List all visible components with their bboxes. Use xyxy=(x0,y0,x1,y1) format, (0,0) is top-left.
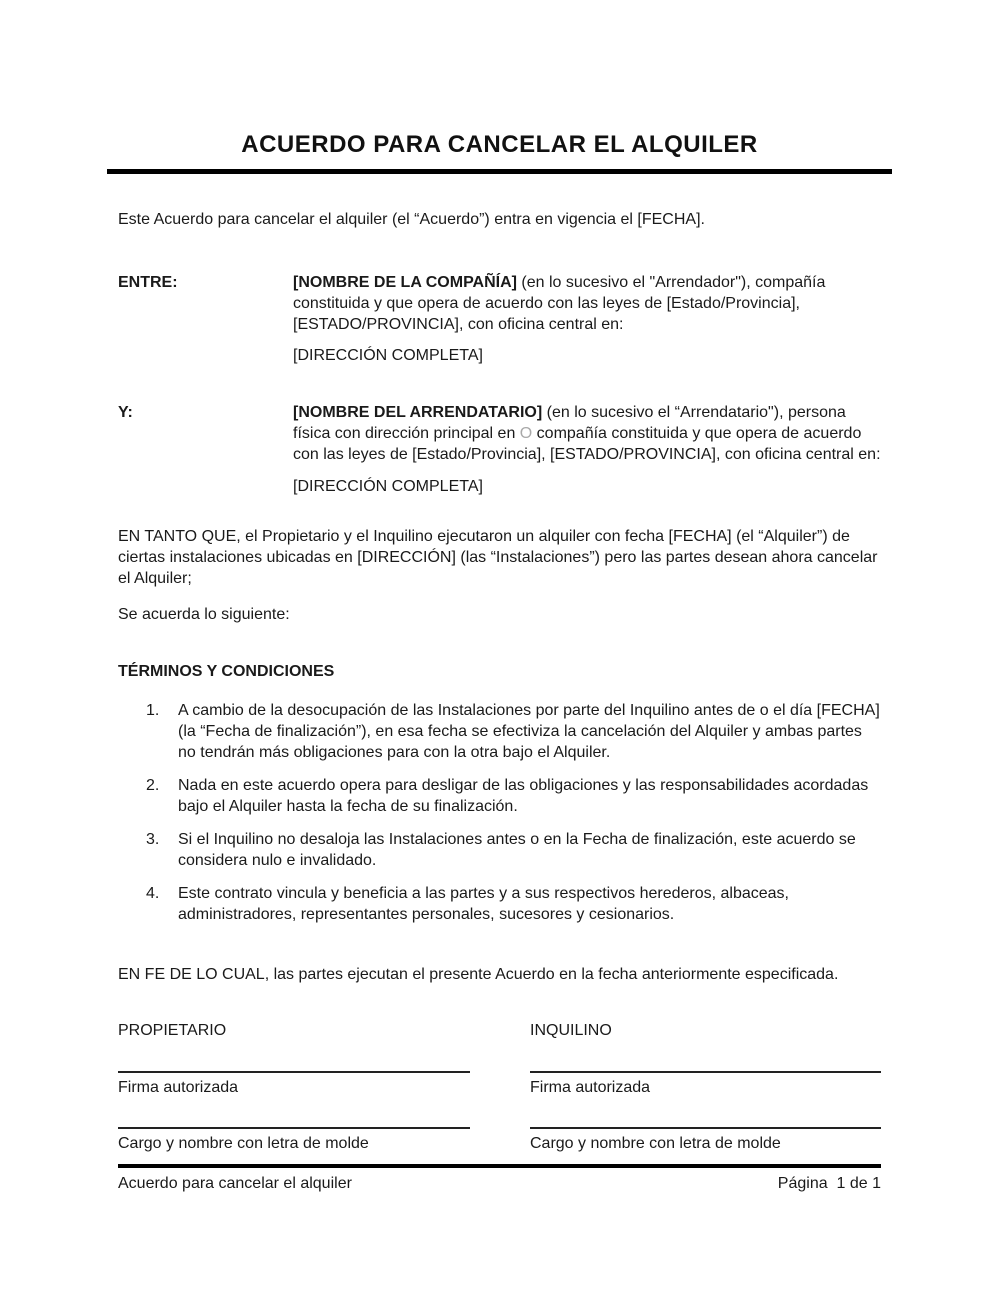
signature-line-label: Firma autorizada xyxy=(118,1079,239,1096)
party-label-entre: ENTRE: xyxy=(118,274,178,291)
company-name-placeholder: [NOMBRE DE LA COMPAÑÍA] xyxy=(293,274,517,291)
printed-name-label: Cargo y nombre con letra de molde xyxy=(118,1135,369,1152)
terms-heading: TÉRMINOS Y CONDICIONES xyxy=(118,663,335,680)
signature-line xyxy=(118,1127,470,1129)
title-divider xyxy=(107,169,892,174)
printed-name-label: Cargo y nombre con letra de molde xyxy=(530,1135,781,1152)
term-number: 4. xyxy=(146,885,160,902)
signature-column-gap xyxy=(470,1127,530,1154)
party-body-lessor xyxy=(293,272,881,366)
page-footer xyxy=(118,1173,881,1194)
party-description-text-lessee-after: compañía constituida y que opera de acuerdo con las leyes de [Estado/Provincia], [ESTADO/PROVINCIA], con oficina central en: xyxy=(293,425,881,463)
signature-party-right: INQUILINO xyxy=(530,1022,612,1039)
party-body-lessee xyxy=(293,402,881,497)
footer-document-title: Acuerdo para cancelar el alquiler xyxy=(118,1175,352,1192)
signature-line xyxy=(530,1071,881,1073)
term-text: Nada en este acuerdo opera para desligar de las obligaciones y las responsabilidades acordadas bajo el Alquiler hasta la fecha de su finalización. xyxy=(178,777,869,815)
signature-field-left xyxy=(118,1071,470,1098)
party-block-lessee xyxy=(118,402,881,497)
term-text: Si el Inquilino no desaloja las Instalaciones antes o en la Fecha de finalización, este acuerdo se considera nulo e invalidado. xyxy=(178,831,856,869)
tenant-name-placeholder: [NOMBRE DEL ARRENDATARIO] xyxy=(293,404,543,421)
agreement-intro: Se acuerda lo siguiente: xyxy=(118,606,290,623)
party-label-y: Y: xyxy=(118,404,133,421)
recital-paragraph: EN TANTO QUE, el Propietario y el Inquilino ejecutaron un alquiler con fecha [FECHA] (el “Alquiler”) de ciertas instalaciones ubicadas en [DIRECCIÓN] (las “Instalaciones”) pero las partes desean ahora cancelar el Alquiler; xyxy=(118,528,878,587)
signature-column-gap xyxy=(470,1071,530,1098)
page-title: ACUERDO PARA CANCELAR EL ALQUILER xyxy=(241,131,758,158)
term-item xyxy=(118,700,881,763)
term-item xyxy=(118,775,881,817)
term-number: 2. xyxy=(146,777,160,794)
signature-row-printed-name xyxy=(118,1127,881,1154)
printed-name-field-left xyxy=(118,1127,470,1154)
or-option-circle: O xyxy=(519,425,533,442)
term-text: A cambio de la desocupación de las Instalaciones por parte del Inquilino antes de o el día [FECHA] (la “Fecha de finalización”), en esa fecha se efectiviza la cancelación del Alquiler y ambas partes no tendrán más obligaciones para con la otra bajo el Alquiler. xyxy=(178,702,880,761)
signature-party-left: PROPIETARIO xyxy=(118,1022,227,1039)
signature-line-label: Firma autorizada xyxy=(530,1079,651,1096)
term-number: 3. xyxy=(146,831,160,848)
party-description-lessor xyxy=(293,272,881,335)
printed-name-field-right xyxy=(530,1127,881,1154)
footer-page-number: Página 1 de 1 xyxy=(777,1175,881,1192)
party-description-text-lessor: (en lo sucesivo el "Arrendador"), compañía constituida y que opera de acuerdo con las leyes de [Estado/Provincia], [ESTADO/PROVINCIA], con oficina central en: xyxy=(293,274,826,333)
party-description-text-lessee-before: (en lo sucesivo el “Arrendatario"), persona física con dirección principal en xyxy=(293,404,846,442)
footer-divider xyxy=(118,1164,881,1168)
term-item xyxy=(118,883,881,925)
terms-list xyxy=(118,700,881,925)
signature-line xyxy=(118,1071,470,1073)
address-placeholder-lessee: [DIRECCIÓN COMPLETA] xyxy=(293,478,483,495)
signature-field-right xyxy=(530,1071,881,1098)
party-description-lessee xyxy=(293,402,881,465)
signature-row-authorized xyxy=(118,1071,881,1098)
term-text: Este contrato vincula y beneficia a las partes y a sus respectivos herederos, albaceas, administradores, representantes personales, sucesores y cesionarios. xyxy=(178,885,789,923)
term-number: 1. xyxy=(146,702,160,719)
intro-paragraph: Este Acuerdo para cancelar el alquiler (el “Acuerdo”) entra en vigencia el [FECHA]. xyxy=(118,211,705,228)
signature-column-gap xyxy=(470,1020,530,1041)
witness-clause: EN FE DE LO CUAL, las partes ejecutan el presente Acuerdo en la fecha anteriormente especificada. xyxy=(118,966,839,983)
signature-party-headings xyxy=(118,1020,881,1041)
term-item xyxy=(118,829,881,871)
party-block-lessor xyxy=(118,272,881,366)
address-placeholder-lessor: [DIRECCIÓN COMPLETA] xyxy=(293,347,483,364)
signature-line xyxy=(530,1127,881,1129)
